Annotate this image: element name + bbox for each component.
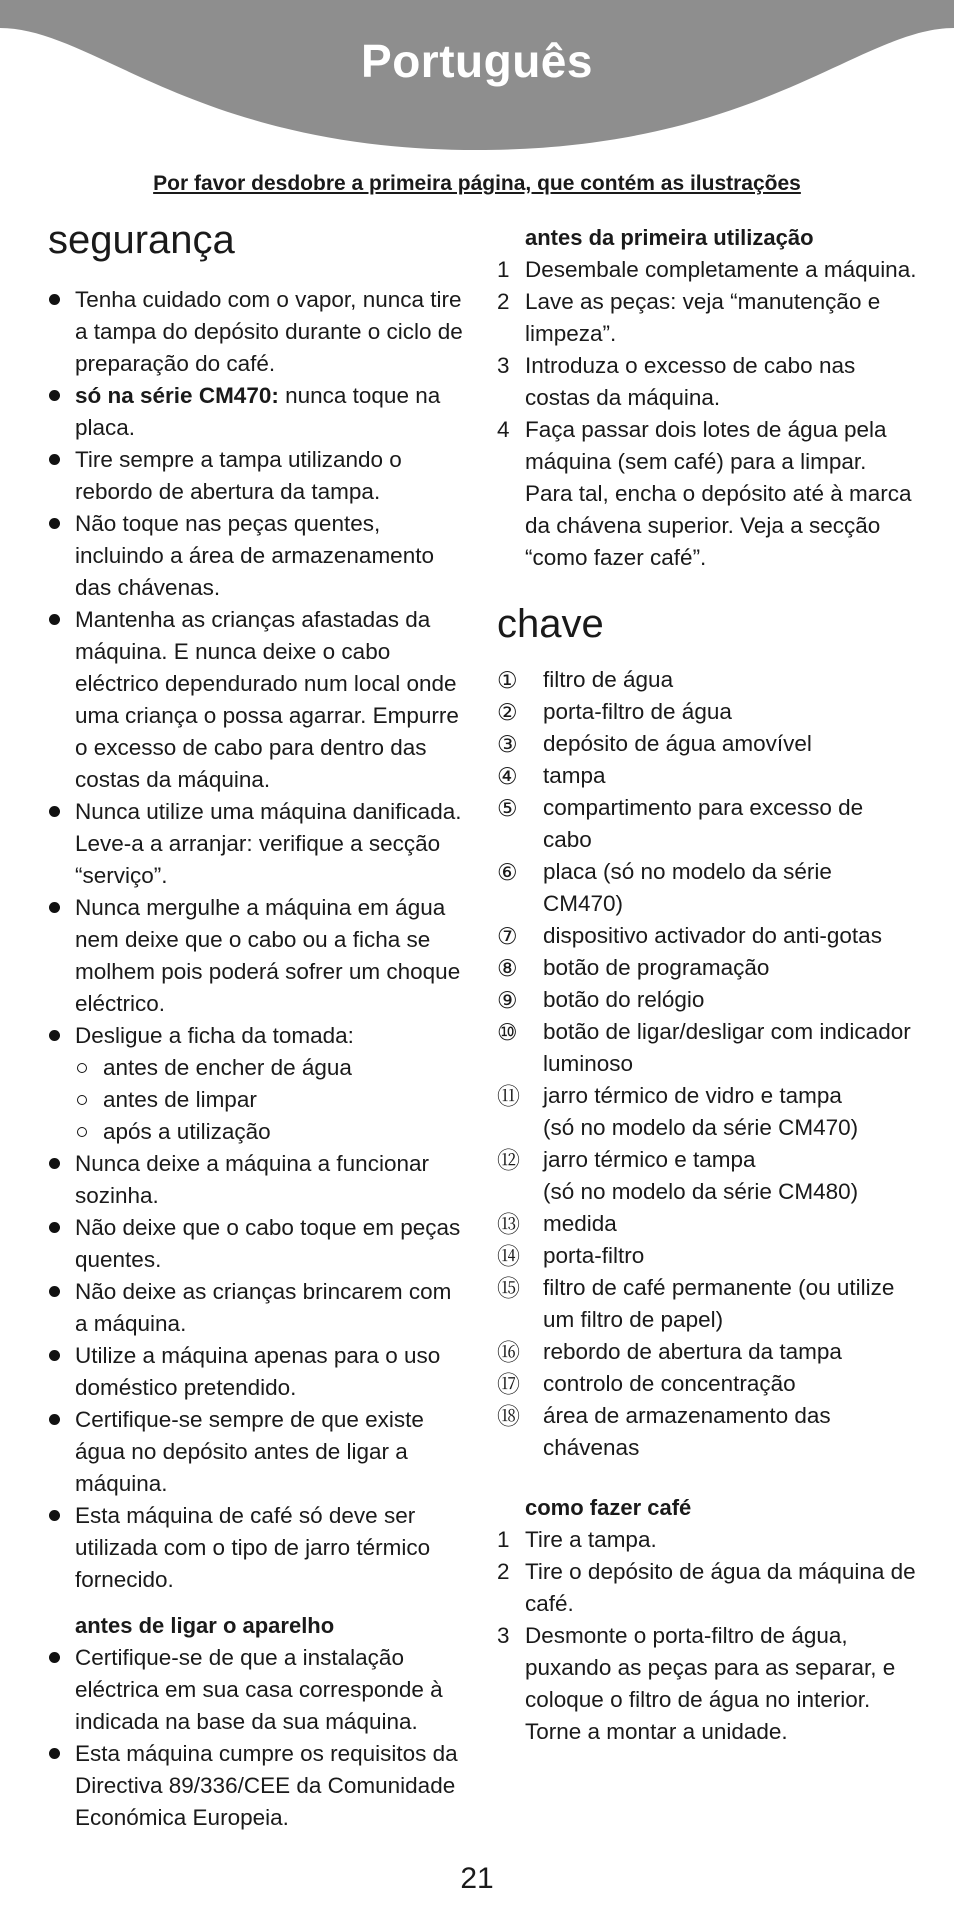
- safety-subitem: antes de limpar: [75, 1084, 468, 1116]
- before-plugging-item: Certifique-se de que a instalação eléctrica em sua casa corresponde à indicada na base da sua máquina.: [48, 1642, 468, 1738]
- key-item: [497, 984, 917, 1016]
- safety-item-text: Não deixe que o cabo toque em peças quentes.: [75, 1215, 461, 1272]
- page-number: 21: [460, 1862, 494, 1895]
- key-text-line: área de armazenamento das chávenas: [543, 1403, 831, 1460]
- key-item: [497, 760, 917, 792]
- key-number: ⑱: [497, 1403, 520, 1429]
- key-item: [497, 856, 917, 920]
- making-coffee-heading: como fazer café: [525, 1495, 692, 1520]
- key-item: [497, 696, 917, 728]
- making-coffee-step: [497, 1620, 917, 1748]
- key-text: [543, 792, 917, 856]
- safety-item-text: Tire sempre a tampa utilizando o rebordo de abertura da tampa.: [75, 447, 402, 504]
- safety-item-text: Nunca deixe a máquina a funcionar sozinha.: [75, 1151, 429, 1208]
- safety-list: [48, 284, 468, 1596]
- key-text: [543, 1272, 917, 1336]
- key-text-line: dispositivo activador do anti-gotas: [543, 923, 882, 948]
- first-use-heading: antes da primeira utilização: [525, 225, 814, 250]
- safety-item: [48, 1500, 468, 1596]
- key-item: [497, 1208, 917, 1240]
- step-text: Lave as peças: veja “manutenção e limpeza”.: [525, 289, 881, 346]
- key-text: [543, 728, 917, 760]
- first-use-step: [497, 254, 917, 286]
- safety-item-text: Certifique-se sempre de que existe água no depósito antes de ligar a máquina.: [75, 1407, 424, 1496]
- first-use-steps: [497, 254, 917, 574]
- safety-item-text: Não toque nas peças quentes, incluindo a área de armazenamento das chávenas.: [75, 511, 434, 600]
- key-item: [497, 920, 917, 952]
- key-text-line: tampa: [543, 763, 606, 788]
- step-number: 2: [497, 1559, 510, 1584]
- key-text-line: porta-filtro de água: [543, 699, 732, 724]
- key-item: [497, 728, 917, 760]
- key-text-line: botão do relógio: [543, 987, 705, 1012]
- key-number: ⑥: [497, 859, 518, 885]
- key-text-line: compartimento para excesso de cabo: [543, 795, 864, 852]
- safety-subitem: antes de encher de água: [75, 1052, 468, 1084]
- key-text-line: jarro térmico e tampa: [543, 1147, 756, 1172]
- key-text: [543, 696, 917, 728]
- safety-item-text: nunca toque na placa.: [75, 383, 441, 440]
- safety-subitem: após a utilização: [75, 1116, 468, 1148]
- key-text-note: (só no modelo da série CM480): [543, 1179, 859, 1204]
- key-item: [497, 1240, 917, 1272]
- key-number: ⑭: [497, 1243, 520, 1269]
- step-text: Desembale completamente a máquina.: [525, 257, 917, 282]
- step-number: 3: [497, 353, 510, 378]
- key-text: [543, 1240, 917, 1272]
- key-text: [543, 1016, 917, 1080]
- making-coffee-steps: [497, 1524, 917, 1748]
- step-number: 1: [497, 1527, 510, 1552]
- safety-item: [48, 604, 468, 796]
- before-plugging-item: Esta máquina cumpre os requisitos da Directiva 89/336/CEE da Comunidade Económica Europeia.: [48, 1738, 468, 1834]
- key-text: [543, 1368, 917, 1400]
- step-number: 3: [497, 1623, 510, 1648]
- key-text: [543, 984, 917, 1016]
- key-item: [497, 664, 917, 696]
- right-column: [497, 222, 917, 1748]
- making-coffee-step: [497, 1556, 917, 1620]
- safety-item: [48, 284, 468, 380]
- key-text: [543, 1400, 917, 1464]
- safety-item: [48, 1148, 468, 1212]
- key-text-note: (só no modelo da série CM470): [543, 1115, 859, 1140]
- safety-item: [48, 444, 468, 508]
- key-item: [497, 1336, 917, 1368]
- key-item: [497, 1400, 917, 1464]
- step-text: Tire a tampa.: [525, 1527, 657, 1552]
- key-text-line: filtro de água: [543, 667, 674, 692]
- key-text: [543, 920, 917, 952]
- safety-item-text: Nunca mergulhe a máquina em água nem deixe que o cabo ou a ficha se molhem pois poderá sofrer um choque eléctrico.: [75, 895, 461, 1016]
- safety-item: [48, 1276, 468, 1340]
- key-text-line: jarro térmico de vidro e tampa: [543, 1083, 842, 1108]
- before-plugging-list: [48, 1642, 468, 1834]
- safety-item-text: Tenha cuidado com o vapor, nunca tire a tampa do depósito durante o ciclo de preparação do café.: [75, 287, 463, 376]
- key-text: [543, 1336, 917, 1368]
- safety-item: [48, 892, 468, 1020]
- making-coffee-step: [497, 1524, 917, 1556]
- key-number: ⑬: [497, 1211, 520, 1237]
- key-item: [497, 1080, 917, 1144]
- safety-item-text: Esta máquina de café só deve ser utilizada com o tipo de jarro térmico fornecido.: [75, 1503, 431, 1592]
- key-number: ⑫: [497, 1147, 520, 1173]
- key-text-line: rebordo de abertura da tampa: [543, 1339, 842, 1364]
- key-number: ⑨: [497, 987, 518, 1013]
- key-number: ⑯: [497, 1339, 520, 1365]
- safety-item: [48, 796, 468, 892]
- key-number: ⑧: [497, 955, 518, 981]
- safety-item-text: Mantenha as crianças afastadas da máquina. E nunca deixe o cabo eléctrico dependurado num local onde uma criança o possa agarrar. Empurre o excesso de cabo para dentro das costas da máquina.: [75, 607, 459, 792]
- step-text: Introduza o excesso de cabo nas costas da máquina.: [525, 353, 856, 410]
- key-number: ⑦: [497, 923, 518, 949]
- safety-item: [48, 1212, 468, 1276]
- key-number: ⑮: [497, 1275, 520, 1301]
- first-use-step: [497, 350, 917, 414]
- header-banner: [0, 0, 954, 160]
- safety-item: [48, 380, 468, 444]
- key-number: ⑩: [497, 1019, 518, 1045]
- key-text-line: controlo de concentração: [543, 1371, 796, 1396]
- key-item: [497, 792, 917, 856]
- safety-item-bold: só na série CM470:: [75, 383, 279, 408]
- key-number: ⑪: [497, 1083, 520, 1109]
- key-text-line: depósito de água amovível: [543, 731, 812, 756]
- key-text: [543, 664, 917, 696]
- key-text: [543, 1208, 917, 1240]
- key-text: [543, 1144, 917, 1208]
- key-item: [497, 952, 917, 984]
- key-text-line: medida: [543, 1211, 617, 1236]
- step-text: Tire o depósito de água da máquina de café.: [525, 1559, 916, 1616]
- safety-sublist: [75, 1052, 468, 1148]
- key-list: [497, 664, 917, 1464]
- step-text: Faça passar dois lotes de água pela máquina (sem café) para a limpar. Para tal, encha o depósito até à marca da chávena superior. Veja a secção “como fazer café”.: [525, 417, 912, 570]
- safety-item: [48, 1404, 468, 1500]
- safety-item-text: Nunca utilize uma máquina danificada. Leve-a a arranjar: verifique a secção “serviço”.: [75, 799, 462, 888]
- key-item: [497, 1368, 917, 1400]
- key-text-line: botão de ligar/desligar com indicador luminoso: [543, 1019, 911, 1076]
- step-number: 2: [497, 289, 510, 314]
- language-title: Português: [361, 35, 593, 87]
- unfold-instruction: Por favor desdobre a primeira página, que contém as ilustrações: [153, 172, 801, 195]
- key-text-line: botão de programação: [543, 955, 770, 980]
- first-use-step: [497, 414, 917, 574]
- key-number: ④: [497, 763, 518, 789]
- safety-item-text: Desligue a ficha da tomada:: [75, 1023, 354, 1048]
- safety-heading: segurança: [48, 218, 235, 262]
- key-number: ②: [497, 699, 518, 725]
- step-text: Desmonte o porta-filtro de água, puxando as peças para as separar, e coloque o filtro de água no interior. Torne a montar a unidade.: [525, 1623, 896, 1744]
- key-number: ①: [497, 667, 518, 693]
- key-number: ③: [497, 731, 518, 757]
- left-column: [48, 218, 468, 1834]
- safety-item-text: Utilize a máquina apenas para o uso doméstico pretendido.: [75, 1343, 441, 1400]
- key-heading: chave: [497, 602, 604, 646]
- safety-item-text: Não deixe as crianças brincarem com a máquina.: [75, 1279, 452, 1336]
- key-text-line: porta-filtro: [543, 1243, 645, 1268]
- key-number: ⑰: [497, 1371, 520, 1397]
- before-plugging-heading: antes de ligar o aparelho: [75, 1613, 335, 1638]
- key-item: [497, 1016, 917, 1080]
- step-number: 4: [497, 417, 510, 442]
- key-item: [497, 1144, 917, 1208]
- step-number: 1: [497, 257, 510, 282]
- safety-item: [48, 1340, 468, 1404]
- key-text-line: filtro de café permanente (ou utilize um filtro de papel): [543, 1275, 895, 1332]
- safety-item: [48, 508, 468, 604]
- key-text: [543, 952, 917, 984]
- key-text: [543, 1080, 917, 1144]
- key-item: [497, 1272, 917, 1336]
- safety-item: [48, 1020, 468, 1148]
- key-text: [543, 856, 917, 920]
- first-use-step: [497, 286, 917, 350]
- key-number: ⑤: [497, 795, 518, 821]
- key-text-line: placa (só no modelo da série CM470): [543, 859, 832, 916]
- key-text: [543, 760, 917, 792]
